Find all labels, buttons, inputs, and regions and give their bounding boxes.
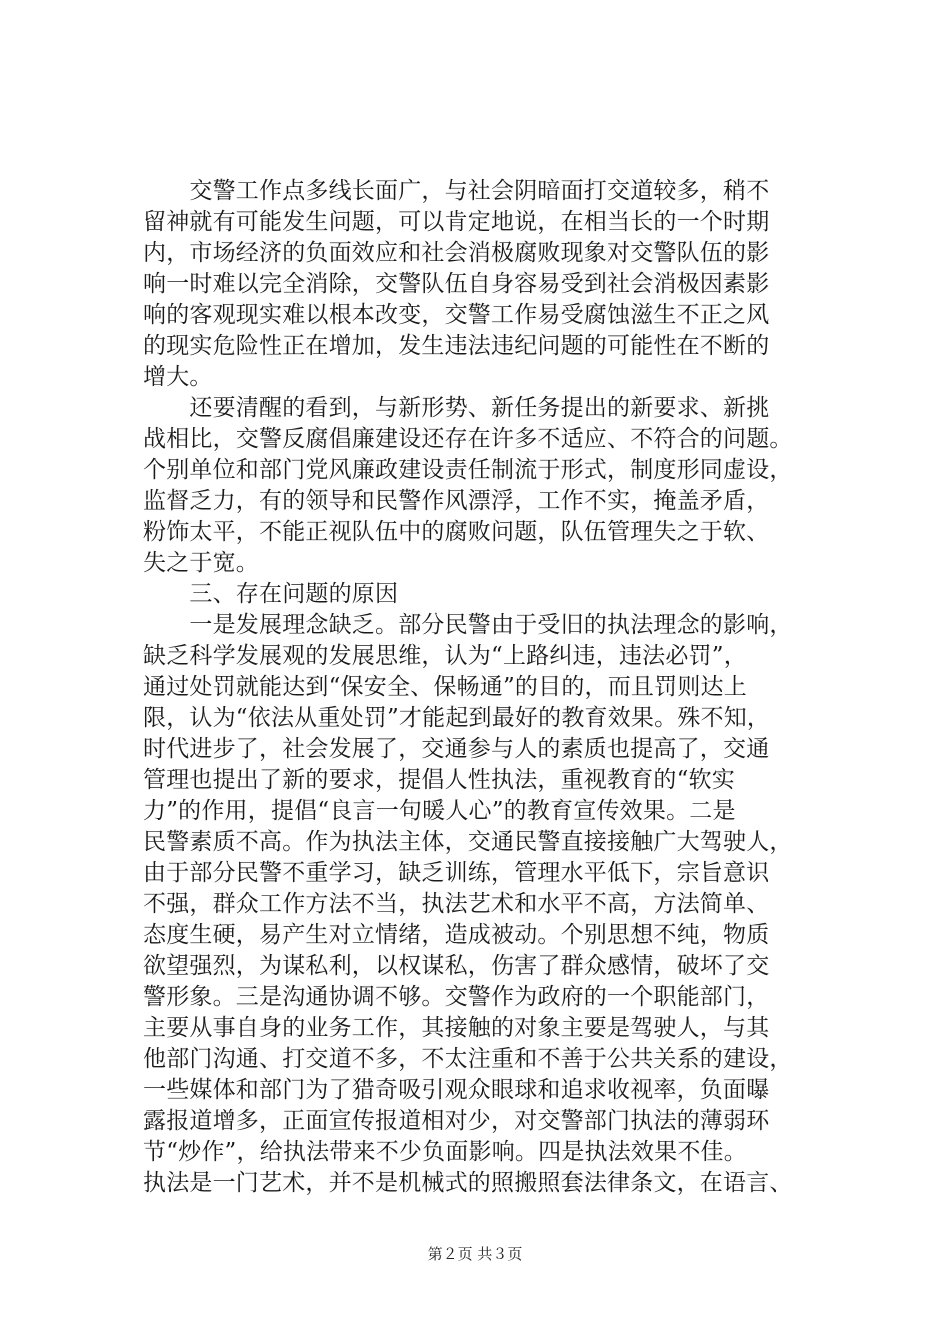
- text-line: 执法是一门艺术，并不是机械式的照搬照套法律条文，在语言、: [143, 1170, 793, 1196]
- text-line: 通过处罚就能达到“保安全、保畅通”的目的，而且罚则达上: [143, 674, 747, 700]
- text-line: 时代进步了，社会发展了，交通参与人的素质也提高了，交通: [143, 736, 770, 762]
- page-footer: 第２页 共３页: [427, 1245, 523, 1263]
- text-line: 还要清醒的看到，与新形势、新任务提出的新要求、新挑: [143, 395, 770, 421]
- text-line: 留神就有可能发生问题，可以肯定地说，在相当长的一个时期: [143, 209, 770, 235]
- text-line: 监督乏力，有的领导和民警作风漂浮，工作不实，掩盖矛盾，: [143, 488, 770, 514]
- text-line: 限，认为“依法从重处罚”才能起到最好的教育效果。殊不知，: [143, 705, 771, 731]
- text-line: 内，市场经济的负面效应和社会消极腐败现象对交警队伍的影: [143, 240, 770, 266]
- text-line: 交警工作点多线长面广，与社会阴暗面打交道较多，稍不: [143, 178, 770, 204]
- text-line: 主要从事自身的业务工作，其接触的对象主要是驾驶人，与其: [143, 1015, 770, 1041]
- text-line: 由于部分民警不重学习，缺乏训练，管理水平低下，宗旨意识: [143, 860, 770, 886]
- text-line: 增大。: [143, 364, 213, 390]
- text-line: 警形象。三是沟通协调不够。交警作为政府的一个职能部门，: [143, 984, 770, 1010]
- text-line: 一是发展理念缺乏。部分民警由于受旧的执法理念的影响，: [143, 612, 793, 638]
- text-line: 响一时难以完全消除，交警队伍自身容易受到社会消极因素影: [143, 271, 770, 297]
- text-line: 露报道增多，正面宣传报道相对少，对交警部门执法的薄弱环: [143, 1108, 770, 1134]
- text-line: 欲望强烈，为谋私利，以权谋私，伤害了群众感情，破坏了交: [143, 953, 770, 979]
- document-body: [143, 176, 843, 1199]
- text-line: 的现实危险性正在增加，发生违法违纪问题的可能性在不断的: [143, 333, 770, 359]
- text-line: 个别单位和部门党风廉政建设责任制流于形式，制度形同虚设，: [143, 457, 793, 483]
- text-line: 失之于宽。: [143, 550, 259, 576]
- text-line: 响的客观现实难以根本改变，交警工作易受腐蚀滋生不正之风: [143, 302, 770, 328]
- text-line: 他部门沟通、打交道不多，不太注重和不善于公共关系的建设，: [143, 1046, 793, 1072]
- text-line: 民警素质不高。作为执法主体，交通民警直接接触广大驾驶人，: [143, 829, 793, 855]
- text-line: 缺乏科学发展观的发展思维，认为“上路纠违，违法必罚”，: [143, 643, 747, 669]
- text-line: 力”的作用，提倡“良言一句暖人心”的教育宣传效果。二是: [143, 798, 736, 824]
- text-line: 节“炒作”，给执法带来不少负面影响。四是执法效果不佳。: [143, 1139, 747, 1165]
- text-line: 三、存在问题的原因: [143, 581, 399, 607]
- text-line: 粉饰太平，不能正视队伍中的腐败问题，队伍管理失之于软、: [143, 519, 770, 545]
- text-line: 战相比，交警反腐倡廉建设还存在许多不适应、不符合的问题。: [143, 426, 793, 452]
- text-line: 管理也提出了新的要求，提倡人性执法，重视教育的“软实: [143, 767, 735, 793]
- text-line: 态度生硬，易产生对立情绪，造成被动。个别思想不纯，物质: [143, 922, 770, 948]
- text-line: 不强，群众工作方法不当，执法艺术和水平不高，方法简单、: [143, 891, 770, 917]
- text-line: 一些媒体和部门为了猎奇吸引观众眼球和追求收视率，负面曝: [143, 1077, 770, 1103]
